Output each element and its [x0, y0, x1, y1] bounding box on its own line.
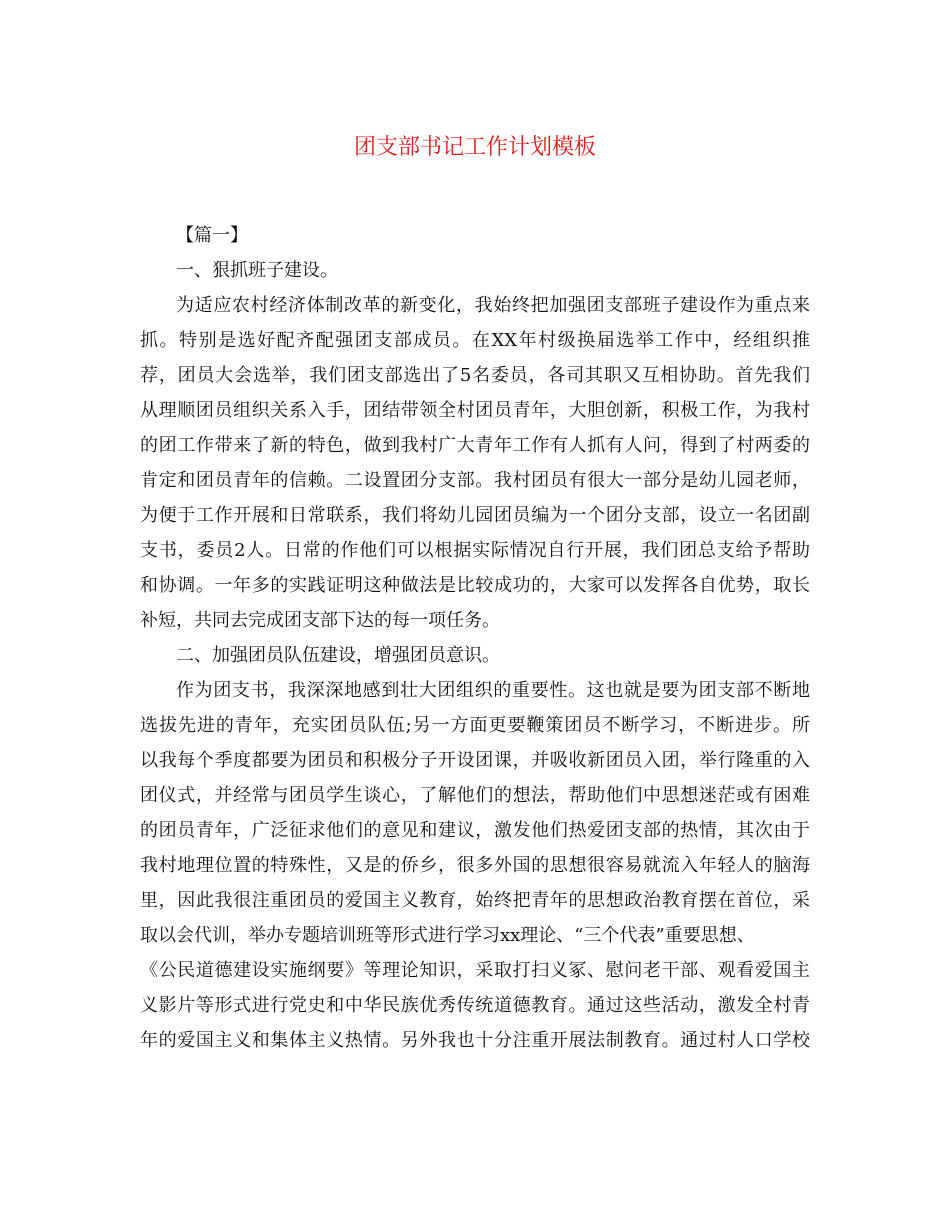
text-line: 里，因此我很注重团员的爱国主义教育，始终把青年的思想政治教育摆在首位，采: [140, 890, 810, 911]
text-line: 义影片等形式进行党史和中华民族优秀传统道德教育。通过这些活动，激发全村青: [140, 995, 810, 1016]
text-line: 支书，委员2人。日常的作他们可以根据实际情况自行开展，我们团总支给予帮助: [140, 540, 810, 561]
text-line: 从理顺团员组织关系入手，团结带领全村团员青年，大胆创新，积极工作，为我村: [140, 400, 810, 421]
text-line: 荐，团员大会选举，我们团支部选出了5名委员，各司其职又互相协助。首先我们: [140, 365, 810, 386]
text-line: 肯定和团员青年的信赖。二设置团分支部。我村团员有很大一部分是幼儿园老师，: [140, 470, 810, 491]
text-line: 以我每个季度都要为团员和积极分子开设团课，并吸收新团员入团，举行隆重的入: [140, 750, 810, 771]
section-label: 【篇一】: [176, 225, 248, 246]
text-line: 的团工作带来了新的特色，做到我村广大青年工作有人抓有人问，得到了村两委的: [140, 435, 810, 456]
heading-line-1: 一、狠抓班子建设。: [176, 260, 338, 281]
heading-line-2: 二、加强团员队伍建设，增强团员意识。: [176, 645, 500, 666]
text-line: 为便于工作开展和日常联系，我们将幼儿园团员编为一个团分支部，设立一名团副: [140, 505, 810, 526]
text-line: 作为团支书，我深深地感到壮大团组织的重要性。这也就是要为团支部不断地: [176, 680, 810, 701]
text-line: 选拔先进的青年，充实团员队伍;另一方面更要鞭策团员不断学习，不断进步。所: [140, 715, 810, 736]
text-line: 补短，共同去完成团支部下达的每一项任务。: [140, 610, 500, 631]
text-line: 取以会代训，举办专题培训班等形式进行学习xx理论、“三个代表”重要思想、: [140, 925, 755, 946]
document-title: 团支部书记工作计划模板: [353, 135, 596, 160]
text-line: 的团员青年，广泛征求他们的意见和建议，激发他们热爱团支部的热情，其次由于: [140, 820, 810, 841]
text-line: 团仪式，并经常与团员学生谈心，了解他们的想法，帮助他们中思想迷茫或有困难: [140, 785, 810, 806]
text-line: 抓。特别是选好配齐配强团支部成员。在XX年村级换届选举工作中，经组织推: [140, 330, 810, 351]
text-line: 和协调。一年多的实践证明这种做法是比较成功的，大家可以发挥各自优势，取长: [140, 575, 810, 596]
text-line: 我村地理位置的特殊性，又是的侨乡，很多外国的思想很容易就流入年轻人的脑海: [140, 855, 810, 876]
text-line: 为适应农村经济体制改革的新变化，我始终把加强团支部班子建设作为重点来: [176, 295, 810, 316]
text-line: 年的爱国主义和集体主义热情。另外我也十分注重开展法制教育。通过村人口学校: [140, 1030, 810, 1051]
text-line: 《公民道德建设实施纲要》等理论知识，采取打扫义冢、慰问老干部、观看爱国主: [140, 960, 810, 981]
